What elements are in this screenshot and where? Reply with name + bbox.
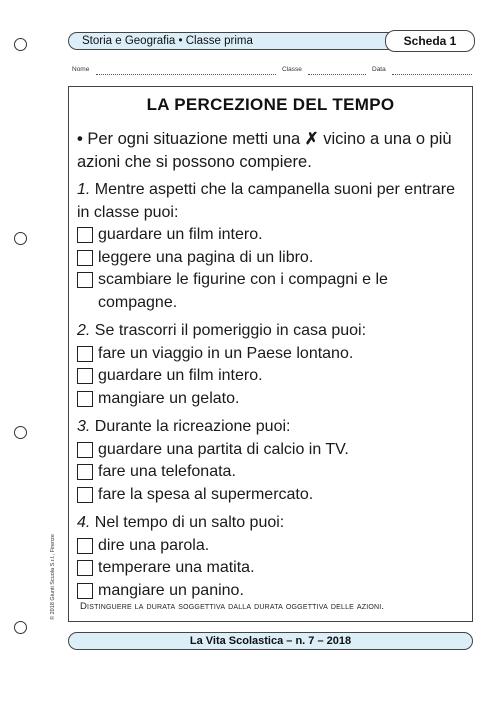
bullet-glyph: • bbox=[77, 130, 83, 148]
option-text: guardare un film intero. bbox=[98, 367, 263, 384]
checkbox[interactable] bbox=[77, 368, 93, 384]
option-text: fare un viaggio in un Paese lontano. bbox=[98, 344, 354, 362]
binder-hole bbox=[14, 621, 27, 634]
option-item bbox=[77, 343, 469, 366]
question-number: 4. bbox=[77, 514, 91, 531]
question-3 bbox=[77, 416, 469, 506]
option-item bbox=[77, 484, 469, 507]
checkbox[interactable] bbox=[77, 272, 93, 288]
checkbox[interactable] bbox=[77, 487, 93, 503]
option-text: mangiare un gelato. bbox=[98, 389, 240, 407]
option-text: temperare una matita. bbox=[98, 559, 255, 576]
option-text: guardare una partita di calcio in TV. bbox=[98, 440, 349, 458]
date-label: Data bbox=[372, 66, 386, 73]
instruction bbox=[77, 128, 469, 173]
class-label: Classe bbox=[282, 66, 302, 73]
question-text: Nel tempo di un salto puoi: bbox=[94, 514, 285, 531]
option-text: fare la spesa al supermercato. bbox=[98, 485, 314, 503]
binder-hole bbox=[14, 38, 27, 51]
question-4 bbox=[77, 512, 469, 602]
option-item bbox=[77, 557, 469, 580]
name-field[interactable] bbox=[96, 74, 276, 75]
student-fields bbox=[72, 66, 474, 78]
question-2 bbox=[77, 320, 469, 410]
option-item bbox=[77, 224, 469, 247]
checkbox[interactable] bbox=[77, 560, 93, 576]
option-item bbox=[77, 439, 469, 462]
checkbox[interactable] bbox=[77, 583, 93, 599]
option-item bbox=[77, 247, 469, 270]
checkbox[interactable] bbox=[77, 391, 93, 407]
option-item bbox=[77, 580, 469, 603]
option-text: dire una parola. bbox=[98, 536, 210, 554]
binder-hole bbox=[14, 232, 27, 245]
page-title: LA PERCEZIONE DEL TEMPO bbox=[146, 95, 395, 114]
binder-hole bbox=[14, 426, 27, 439]
option-text: guardare un film intero. bbox=[98, 226, 263, 243]
name-label: Nome bbox=[72, 66, 90, 73]
question-prompt bbox=[77, 416, 469, 439]
checkbox[interactable] bbox=[77, 346, 93, 362]
cross-mark-icon: ✗ bbox=[304, 130, 319, 148]
class-field[interactable] bbox=[308, 74, 366, 75]
checkbox[interactable] bbox=[77, 538, 93, 554]
option-text: fare una telefonata. bbox=[98, 463, 236, 480]
option-text: mangiare un panino. bbox=[98, 581, 244, 599]
option-text: leggere una pagina di un libro. bbox=[98, 248, 314, 266]
question-text: Se trascorri il pomeriggio in casa puoi: bbox=[94, 322, 367, 339]
option-text: scambiare le figurine con i compagni e le compagne. bbox=[98, 271, 388, 311]
checkbox[interactable] bbox=[77, 464, 93, 480]
publication-footer: La Vita Scolastica – n. 7 – 2018 bbox=[68, 632, 473, 650]
question-number: 1. bbox=[77, 181, 91, 198]
checkbox[interactable] bbox=[77, 442, 93, 458]
question-number: 2. bbox=[77, 322, 91, 339]
option-item bbox=[77, 535, 469, 558]
instruction-text-after: vicino a una o più azioni che si possono compiere. bbox=[77, 130, 452, 171]
option-item bbox=[77, 269, 469, 314]
copyright-notice: © 2018 Giunti Scuola S.r.l., Firenze bbox=[50, 534, 56, 620]
question-prompt bbox=[77, 179, 469, 224]
question-text: Durante la ricreazione puoi: bbox=[94, 418, 291, 435]
date-field[interactable] bbox=[392, 74, 472, 75]
sheet-badge: Scheda 1 bbox=[385, 30, 475, 52]
question-prompt bbox=[77, 512, 469, 535]
checkbox[interactable] bbox=[77, 250, 93, 266]
question-prompt bbox=[77, 320, 469, 343]
checkbox[interactable] bbox=[77, 227, 93, 243]
question-text: Mentre aspetti che la campanella suoni per entrare in classe puoi: bbox=[77, 181, 455, 221]
instruction-text-before: Per ogni situazione metti una bbox=[87, 130, 301, 148]
option-item bbox=[77, 461, 469, 484]
question-number: 3. bbox=[77, 418, 91, 435]
option-item bbox=[77, 388, 469, 411]
question-1 bbox=[77, 179, 469, 314]
subject-label: Storia e Geografia • Classe prima bbox=[82, 35, 253, 47]
learning-objective: Distinguere la durata soggettiva dalla durata oggettiva delle azioni. bbox=[80, 601, 385, 612]
option-item bbox=[77, 365, 469, 388]
exercise-body bbox=[77, 128, 469, 602]
